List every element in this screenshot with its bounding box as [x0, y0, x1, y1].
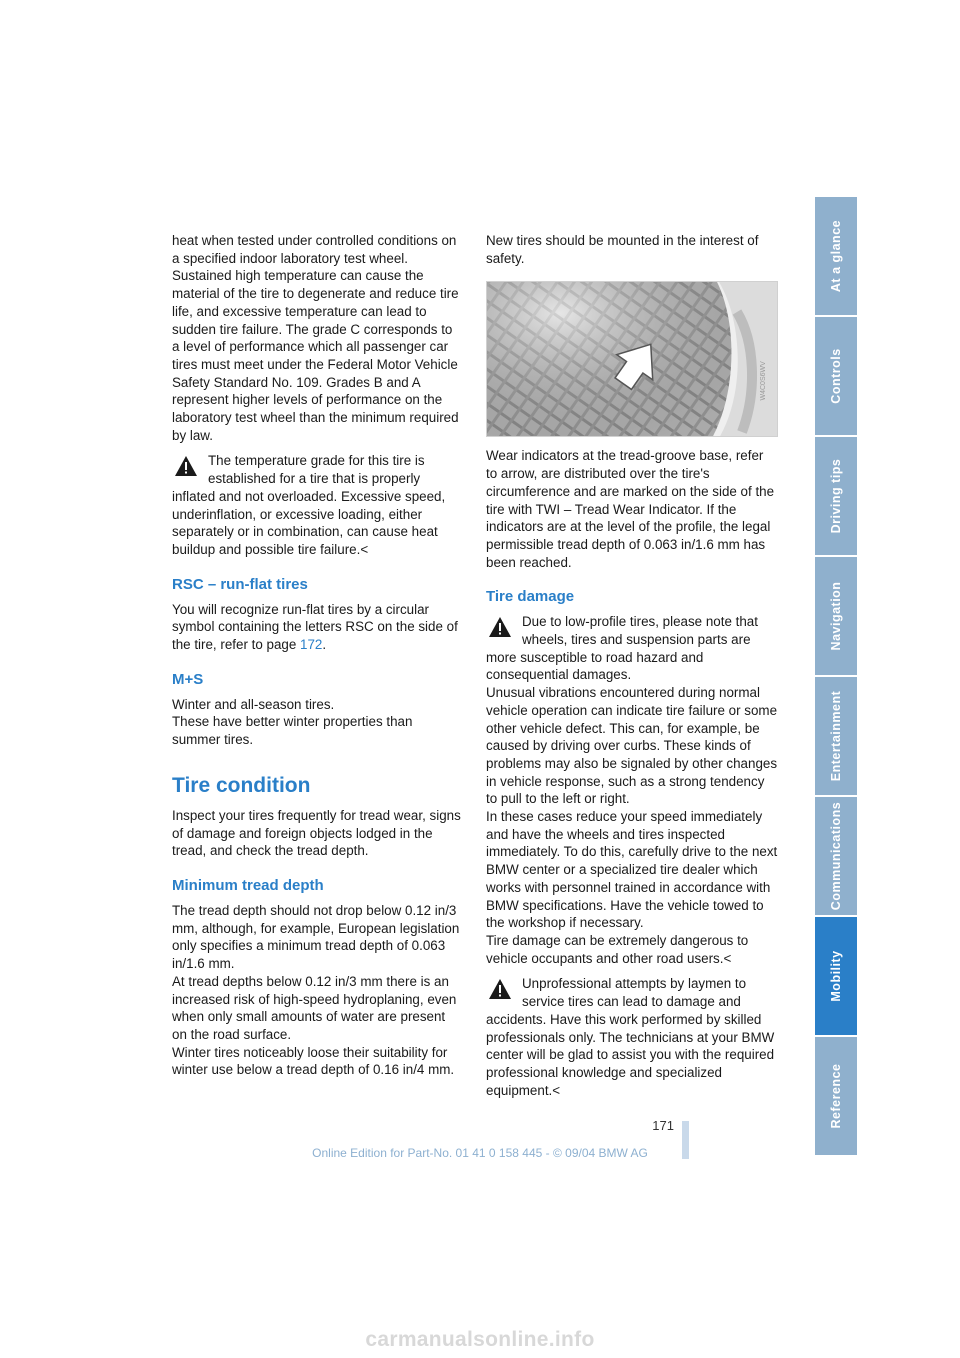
tab-label: Navigation: [829, 581, 843, 651]
page-number: 171: [652, 1118, 674, 1133]
tab-reference[interactable]: [815, 1037, 857, 1157]
new-tires-paragraph: New tires should be mounted in the interest of safety.: [486, 233, 759, 266]
warning-triangle-icon: [174, 455, 198, 477]
ms-paragraph: [172, 696, 462, 749]
tab-navigation[interactable]: [815, 557, 857, 677]
photo-code: W4C0S6WV: [759, 361, 767, 401]
tab-driving-tips[interactable]: [815, 437, 857, 557]
page-link-172[interactable]: 172: [300, 637, 323, 653]
tire-illustration: [487, 282, 778, 437]
right-column: [486, 232, 778, 1107]
heading-tire-damage: Tire damage: [486, 588, 575, 606]
tread-paragraph: [172, 902, 462, 1079]
warning-temperature-text: The temperature grade for this tire is established for a tire that is properly inflated and not overloaded. Excessive speed, underinflation, or excessive loading, either separately or in combination, can cause heat buildup and possible tire failure.<: [172, 453, 446, 557]
footer-edition: Online Edition for Part-No. 01 41 0 158 445 - © 09/04 BMW AG: [312, 1146, 648, 1160]
warning-unprofessional: [486, 975, 778, 1099]
side-navigation-tabs: [815, 197, 857, 1157]
warning-unprofessional-text: Unprofessional attempts by laymen to service tires can lead to damage and accidents. Have this work performed by skilled professionals only. The technicians at your BMW center will be glad to assist you with the required professional knowledge and specialized equipment.<: [486, 976, 775, 1098]
tread-line-1: The tread depth should not drop below 0.12 in/3 mm, although, for example, European legislation only specifies a minimum tread depth of 0.063 in/1.6 mm.: [172, 902, 460, 972]
heading-tire-condition: Tire condition: [172, 773, 311, 797]
tab-label: Mobility: [829, 950, 843, 1002]
rsc-text: You will recognize run-flat tires by a circular symbol containing the letters RSC on the side of the tire, refer to page: [172, 601, 458, 653]
damage-p3: Tire damage can be extremely dangerous to vehicle occupants and other road users.<: [486, 932, 749, 966]
watermark: carmanualsonline.info: [365, 1328, 595, 1351]
tab-label: Reference: [829, 1063, 843, 1129]
tire-tread-photo: [486, 281, 778, 437]
heading-rsc: RSC – run-flat tires: [172, 575, 308, 593]
tab-label: Controls: [829, 348, 843, 404]
tab-label: Communications: [829, 801, 843, 911]
heading-ms: M+S: [172, 670, 204, 688]
tab-mobility[interactable]: [815, 917, 857, 1037]
tread-line-3: Winter tires noticeably loose their suitability for winter use below a tread depth of 0.16 in/4 mm.: [172, 1044, 455, 1078]
damage-p2: In these cases reduce your speed immediately and have the wheels and tires inspected immediately. To do this, carefully drive to the next BMW center or a specialized tire dealer which works with personnel trained in accordance with BMW specifications. Have the vehicle towed to the workshop if necessary.: [486, 809, 778, 931]
tread-line-2: At tread depths below 0.12 in/3 mm there is an increased risk of high-speed hydroplaning, even when only small amounts of water are present on the road surface.: [172, 973, 457, 1042]
tab-at-a-glance[interactable]: [815, 197, 857, 317]
warning-triangle-icon: [488, 978, 512, 1000]
damage-p1: Unusual vibrations encountered during normal vehicle operation can indicate tire failure or some other vehicle defect. This can, for example, be caused by driving over curbs. These kinds of problems may also be signaled by other changes in vehicle response, such as a strong tendency to pull to the left or right.: [486, 685, 778, 807]
tab-label: Entertainment: [829, 690, 843, 782]
warning-triangle-icon: [488, 616, 512, 638]
ms-line-1: Winter and all-season tires.: [172, 696, 335, 712]
warning-low-profile: [486, 613, 778, 684]
tab-controls[interactable]: [815, 317, 857, 437]
ms-line-2: These have better winter properties than summer tires.: [172, 714, 413, 748]
wear-indicator-paragraph: Wear indicators at the tread-groove base, refer to arrow, are distributed over the tire's circumference and are marked on the side of the tire with TWI – Tread Wear Indicator. If the indicators are at the level of the profile, the legal permissible tread depth of 0.063 in/1.6 mm has been reached.: [486, 448, 775, 570]
rsc-paragraph: [172, 601, 462, 654]
tab-communications[interactable]: [815, 797, 857, 917]
tab-label: Driving tips: [829, 458, 843, 534]
heading-minimum-tread-depth: Minimum tread depth: [172, 876, 324, 894]
tab-label: At a glance: [829, 219, 843, 293]
left-column: [172, 232, 462, 1087]
temperature-paragraph: heat when tested under controlled conditions on a specified indoor laboratory test wheel. Sustained high temperature can cause the material of the tire to degenerate and reduce tire life, and excessive temperature can lead to sudden tire failure. The grade C corresponds to a level of performance which all passenger car tires must meet under the Federal Motor Vehicle Safety Standard No. 109. Grades B and A represent higher levels of performance on the laboratory test wheel than the minimum required by law.: [172, 233, 459, 443]
warning-low-profile-text: Due to low-profile tires, please note that wheels, tires and suspension parts are more susceptible to road hazard and consequential damages.: [486, 614, 758, 683]
tab-entertainment[interactable]: [815, 677, 857, 797]
rsc-text-end: .: [322, 637, 327, 653]
condition-paragraph: Inspect your tires frequently for tread wear, signs of damage and foreign objects lodged in the tread, and check the tread depth.: [172, 807, 461, 859]
warning-temperature: [172, 452, 462, 558]
